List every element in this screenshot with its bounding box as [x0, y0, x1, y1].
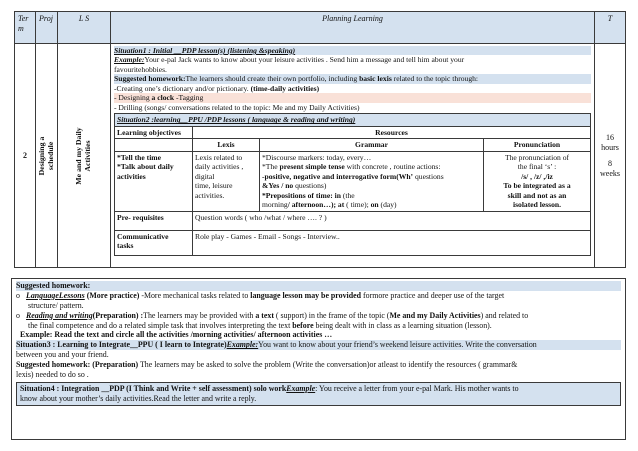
header-planning: Planning Learning — [111, 12, 595, 44]
homework2-line: Suggested homework: (Preparation) The learners may be asked to solve the problem (Write the conversation)or atleast to identify the resources ( grammar& — [16, 360, 518, 369]
situation3-cont: between you and your friend. — [16, 350, 109, 360]
homework-item-language-cont: structure/ pattern. — [28, 300, 84, 310]
time-cell — [595, 44, 626, 268]
weeks-number: 8 — [608, 158, 612, 168]
hours-label: hours — [601, 142, 619, 152]
objectives-list: *Tell the time *Talk about daily activities — [115, 151, 193, 211]
objectives-spacer — [115, 139, 193, 151]
situation4-box — [16, 382, 621, 406]
project-cell — [36, 44, 58, 268]
hours-number: 16 — [606, 132, 614, 142]
situation4-line: Situation4 : Integration __PDP (I Think and Write + self assessment) solo workExample: You receive a letter from your e-pal Mark. His mother wants to — [20, 383, 519, 393]
prerequisites-text: Question words ( who /what / where …. ? ) — [193, 211, 591, 230]
planning-content — [111, 44, 595, 268]
communicative-tasks-text: Role play - Games - Email - Songs - Interview.. — [193, 230, 591, 255]
situation1-example-cont: favouritehobbies. — [114, 64, 167, 74]
project-name: Designing a schedule — [36, 136, 55, 175]
situation1-example: Example:Your e-pal Jack wants to know about your leisure activities . Send him a message and tell him about your — [114, 55, 465, 65]
header-project: Proj — [36, 12, 58, 44]
situation2-table — [114, 113, 591, 255]
homework-title: Suggested homework: — [16, 281, 621, 291]
communicative-tasks-label: Communicative tasks — [115, 230, 193, 255]
learning-objectives-header: Learning objectives — [115, 126, 193, 138]
homework-example: Example: Read the text and circle all the activities /morning activities/ afternoon activities … — [20, 330, 333, 340]
resources-header: Resources — [193, 126, 591, 138]
situation2-title: Situation2 :learning__PPU /PDP lessons ( language & reading and writing) — [115, 114, 591, 126]
weeks-label: weeks — [600, 168, 620, 178]
situation4-cont: know about your mother’s daily activities.Read the letter and write a reply. — [20, 393, 257, 403]
planning-table — [14, 11, 626, 268]
ls-cell — [58, 44, 111, 268]
grammar-header: Grammar — [260, 139, 484, 151]
homework-item-reading-cont: the final competence and do a related simple task that involves interpreting the text before being dealt with in class as a learning situation (lesson). — [28, 320, 492, 330]
grammar-list: *Discourse markers: today, every… *The present simple tense with concrete , routine actions: -positive, negative and interrogative form(Wh’ questions &Yes / no questions) *Prepositions of time: in (the morning/ afternoon…); at ( time); on (day) — [260, 151, 484, 211]
situation1-line-clock: - Designing a clock -Tagging — [114, 93, 591, 102]
homework-section — [11, 278, 626, 440]
ls-name: Me and my Daily Activities — [74, 126, 92, 185]
homework-item-reading: o Reading and writing(Preparation) :The learners may be provided with a text ( support) in the frame of the topic (Me and my Daily Activities) and related to — [16, 310, 529, 320]
pronunciation-list: The pronunciation of the final ‘s’ : /s/ , /z/ ,/iz To be integrated as a skill and not as an isolated lesson. — [484, 151, 591, 211]
lexis-list: Lexis related to daily activities , digital time, leisure activities. — [193, 151, 260, 211]
pronunciation-header: Pronunciation — [484, 139, 591, 151]
situation1-title: Situation1 : Initial __PDP lesson(s) (listening &speaking) — [114, 46, 591, 55]
homework-item-language: o LanguageLessons (More practice) -More mechanical tasks related to language lesson may be provided formore practice and deeper use of the target — [16, 290, 505, 300]
term-number: 2 — [15, 44, 36, 268]
prerequisites-label: Pre- requisites — [115, 211, 193, 230]
homework2-cont: lexis) needed to do so . — [16, 369, 89, 379]
header-time: T — [595, 12, 626, 44]
lexis-header: Lexis — [193, 139, 260, 151]
situation3-line: Situation3 : Learning to Integrate__PPU ( I learn to Integrate)Example:You want to know about your friend’s weekend leisure activities. Write the conversation — [16, 340, 621, 350]
header-term: Ter m — [15, 12, 36, 44]
situation1-line-drilling: - Drilling (songs/ conversations related to the topic: Me and my Daily Activities) — [114, 102, 360, 112]
header-ls: L S — [58, 12, 111, 44]
situation1-line-dictionary: -Creating one’s dictionary and/or pictionary. (time-daily activities) — [114, 83, 320, 93]
situation1-homework: Suggested homework:The learners should create their own portfolio, including basic lexis related to the topic through: — [114, 74, 591, 83]
